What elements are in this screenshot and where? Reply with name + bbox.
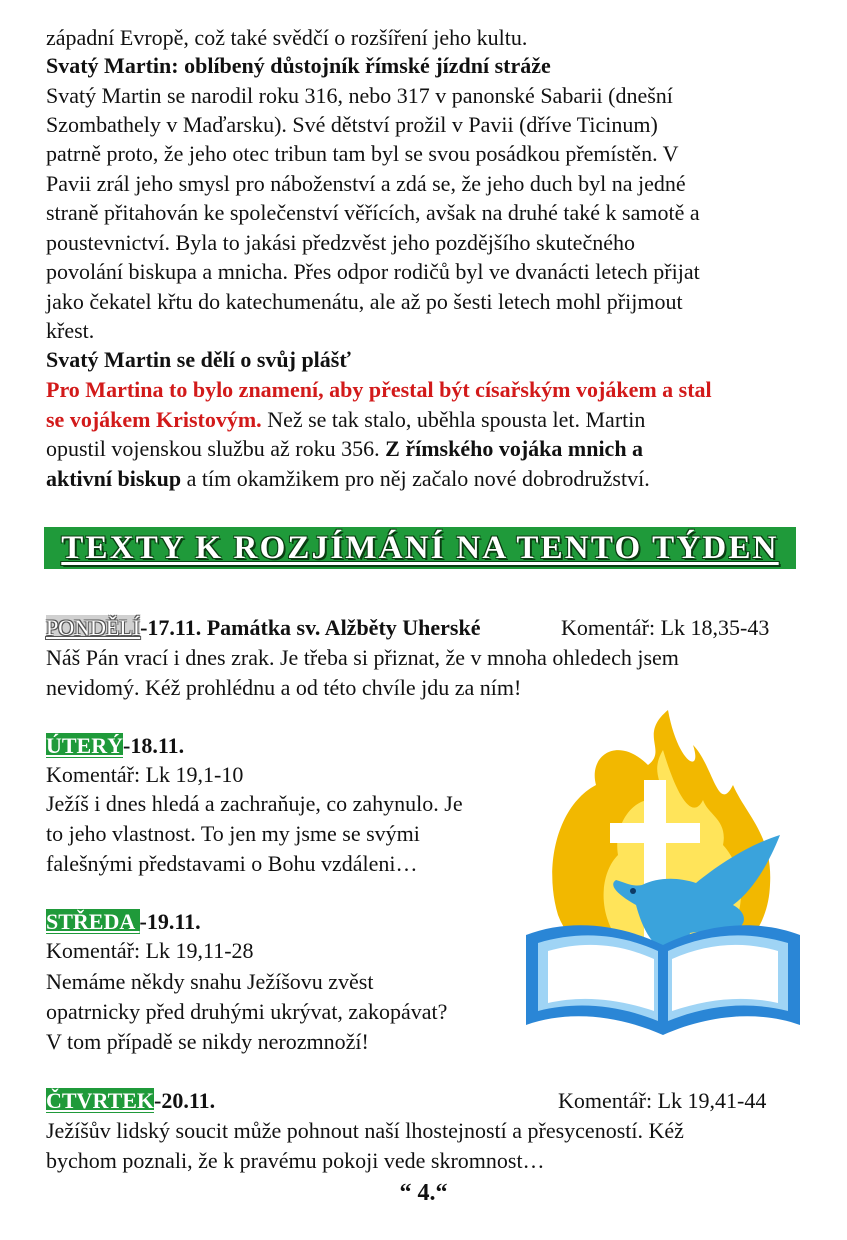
heading-saint-martin-officer: Svatý Martin: oblíbený důstojník římské jízdní stráže [46, 53, 551, 78]
day-monday-header [46, 614, 481, 642]
day-text-line: Ježíšův lidský soucit může pohnout naší lhostejností a přesyceností. Kéž [46, 1118, 684, 1143]
day-thursday-header [46, 1087, 215, 1115]
day-date: -20.11. [154, 1088, 216, 1113]
day-comment: Komentář: Lk 18,35-43 [561, 615, 770, 640]
day-text-line: falešnými představami o Bohu vzdáleni… [46, 851, 418, 876]
paragraph-line: poustevnictví. Byla to jakási předzvěst jeho pozdějšího skutečného [46, 230, 635, 255]
mixed-line [46, 406, 645, 434]
day-date: -19.11. [139, 909, 201, 934]
day-label-thursday: ČTVRTEK [46, 1088, 155, 1113]
intro-line: západní Evropě, což také svědčí o rozšíření jeho kultu. [46, 25, 528, 50]
paragraph-line: straně přitahován ke společenství věřících, avšak na druhé také k samotě a [46, 200, 700, 225]
day-text-line: bychom poznali, že k pravému pokoji vede skromnost… [46, 1148, 545, 1173]
red-emphasis-line: Pro Martina to bylo znamení, aby přestal být císařským vojákem a stal [46, 377, 712, 402]
day-wednesday-header [46, 908, 201, 936]
day-text-line: opatrnicky před druhými ukrývat, zakopávat? [46, 999, 448, 1024]
day-comment: Komentář: Lk 19,1-10 [46, 762, 244, 787]
mixed-line [46, 465, 650, 493]
spirit-illustration [518, 705, 808, 1040]
paragraph-line: povolání biskupa a mnicha. Přes odpor rodičů byl ve dvanácti letech přijat [46, 259, 700, 284]
day-tuesday-header [46, 732, 184, 760]
plain-text: Než se tak stalo, uběhla spousta let. Martin [261, 407, 646, 432]
plain-text: opustil vojenskou službu až roku 356. [46, 436, 386, 461]
bold-emphasis: aktivní biskup [46, 466, 182, 491]
day-text-line: V tom případě se nikdy nerozmnoží! [46, 1029, 369, 1054]
mixed-line [46, 435, 643, 463]
plain-text: a tím okamžikem pro něj začalo nové dobrodružství. [181, 466, 650, 491]
day-text-line: nevidomý. Kéž prohlédnu a od této chvíle jdu za ním! [46, 675, 522, 700]
paragraph-line: Pavii zrál jeho smysl pro náboženství a zdá se, že jeho duch byl na jedné [46, 171, 686, 196]
day-date: -17.11. Památka sv. Alžběty Uherské [140, 615, 481, 640]
bold-emphasis: Z římského vojáka mnich a [385, 436, 644, 461]
paragraph-line: Svatý Martin se narodil roku 316, nebo 317 v panonské Sabarii (dnešní [46, 83, 673, 108]
day-label-tuesday: ÚTERÝ [46, 733, 124, 758]
day-text-line: Ježíš i dnes hledá a zachraňuje, co zahynulo. Je [46, 791, 463, 816]
day-text-line: Nemáme někdy snahu Ježíšovu zvěst [46, 969, 374, 994]
page-number: “ 4.“ [399, 1180, 448, 1206]
day-comment: Komentář: Lk 19,11-28 [46, 938, 254, 963]
day-text-line: Náš Pán vrací i dnes zrak. Je třeba si přiznat, že v mnoha ohledech jsem [46, 645, 679, 670]
paragraph-line: křest. [46, 318, 95, 343]
paragraph-line: jako čekatel křtu do katechumenátu, ale až po šesti letech mohl přijmout [46, 289, 683, 314]
day-label-monday: PONDĚLÍ [46, 615, 141, 640]
red-emphasis: se vojákem Kristovým. [46, 407, 262, 432]
section-title: TEXTY K ROZJÍMÁNÍ NA TENTO TÝDEN [61, 530, 779, 566]
day-comment: Komentář: Lk 19,41-44 [558, 1088, 767, 1113]
day-date: -18.11. [123, 733, 185, 758]
heading-cloak: Svatý Martin se dělí o svůj plášť [46, 347, 351, 372]
paragraph-line: patrně proto, že jeho otec tribun tam byl se svou posádkou přemístěn. V [46, 141, 679, 166]
day-text-line: to jeho vlastnost. To jen my jsme se svými [46, 821, 420, 846]
day-label-wednesday: STŘEDA [46, 909, 140, 934]
paragraph-line: Szombathely v Maďarsku). Své dětství prožil v Pavii (dříve Ticinum) [46, 112, 658, 137]
